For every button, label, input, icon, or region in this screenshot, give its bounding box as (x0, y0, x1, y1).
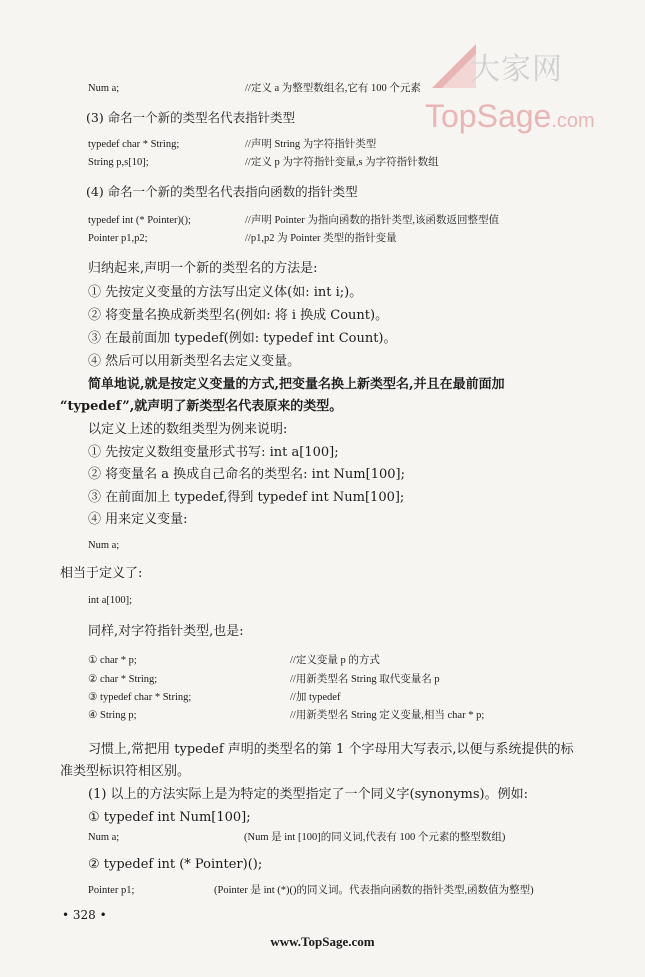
list-item: ② 将变量名 a 换成自己命名的类型名: int Num[100]; (88, 467, 405, 482)
list-item: ② typedef int (* Pointer)(); (88, 857, 263, 872)
list-item: ③ 在最前面加 typedef(例如: typedef int Count)。 (88, 331, 397, 346)
code-line: ③ typedef char * String; (88, 692, 192, 703)
code-line: ① char * p; (88, 655, 137, 666)
code-comment: //加 typedef (290, 692, 341, 703)
page-number: • 328 • (62, 908, 107, 922)
paragraph: 准类型标识符相区别。 (60, 764, 191, 779)
list-item: ① 先按定义变量的方法写出定义体(如: int i;)。 (88, 285, 363, 300)
paragraph: 同样,对字符指针类型,也是: (88, 624, 244, 639)
code-line: Num a; (88, 540, 120, 551)
code-line: typedef int (* Pointer)(); (88, 215, 191, 226)
code-line: typedef char * String; (88, 139, 180, 150)
code-comment: //p1,p2 为 Pointer 类型的指针变量 (245, 233, 397, 244)
section-heading: (4) 命名一个新的类型名代表指向函数的指针类型 (86, 184, 358, 199)
code-comment: //声明 Pointer 为指向函数的指针类型,该函数返回整型值 (245, 215, 500, 226)
paragraph: 相当于定义了: (60, 566, 143, 581)
paragraph: 以定义上述的数组类型为例来说明: (88, 422, 288, 437)
code-line: Num a; (88, 832, 120, 843)
code-line: Pointer p1,p2; (88, 233, 148, 244)
code-line: ② char * String; (88, 674, 158, 685)
watermark-cn: 大家网 (470, 52, 563, 87)
list-item: ① 先按定义数组变量形式书写: int a[100]; (88, 445, 339, 460)
code-line: String p,s[10]; (88, 157, 149, 168)
code-comment: //用新类型名 String 取代变量名 p (290, 674, 440, 685)
emphasis-paragraph: 简单地说,就是按定义变量的方式,把变量名换上新类型名,并且在最前面加 (88, 377, 505, 392)
paragraph: (1) 以上的方法实际上是为特定的类型指定了一个同义字(synonyms)。例如: (88, 787, 529, 802)
code-comment: (Pointer 是 int (*)()的同义词。代表指向函数的指针类型,函数值为整型) (214, 885, 534, 896)
list-item: ② 将变量名换成新类型名(例如: 将 i 换成 Count)。 (88, 308, 389, 323)
paragraph: 归纳起来,声明一个新的类型名的方法是: (88, 261, 318, 276)
code-line: Pointer p1; (88, 885, 135, 896)
paragraph: 习惯上,常把用 typedef 声明的类型名的第 1 个字母用大写表示,以便与系统提供的标 (88, 742, 574, 757)
list-item: ① typedef int Num[100]; (88, 810, 251, 825)
code-comment: //用新类型名 String 定义变量,相当 char * p; (290, 710, 485, 721)
list-item: ③ 在前面加上 typedef,得到 typedef int Num[100]; (88, 490, 405, 505)
footer-url: www.TopSage.com (270, 934, 375, 949)
list-item: ④ 用来定义变量: (88, 512, 188, 527)
code-line: int a[100]; (88, 595, 133, 606)
code-comment: //定义变量 p 的方式 (290, 655, 380, 666)
code-comment: //定义 p 为字符指针变量,s 为字符指针数组 (245, 157, 439, 168)
watermark-en: TopSage.com (425, 98, 595, 134)
code-comment: //声明 String 为字符指针类型 (245, 139, 377, 150)
code-comment: //定义 a 为整型数组名,它有 100 个元素 (245, 83, 421, 94)
emphasis-paragraph: “typedef”,就声明了新类型名代表原来的类型。 (60, 399, 343, 414)
section-heading: (3) 命名一个新的类型名代表指针类型 (86, 110, 296, 125)
code-line: Num a; (88, 83, 120, 94)
code-line: ④ String p; (88, 710, 137, 721)
code-comment: (Num 是 int [100]的同义词,代表有 100 个元素的整型数组) (244, 832, 506, 843)
list-item: ④ 然后可以用新类型名去定义变量。 (88, 354, 301, 369)
